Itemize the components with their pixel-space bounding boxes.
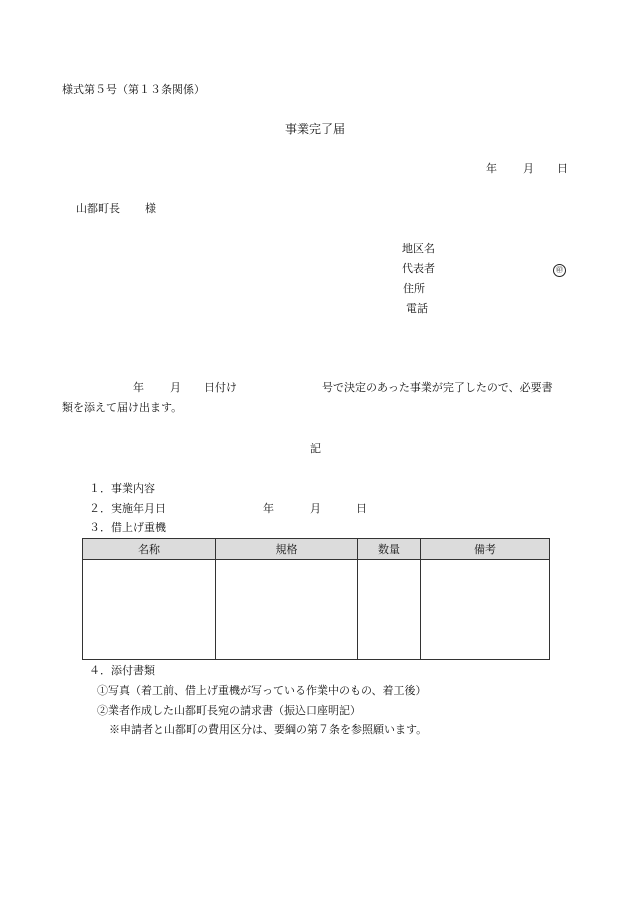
body-line1: 号で決定のあった事業が完了したので、必要書: [322, 381, 553, 394]
header-quantity: 数量: [358, 539, 421, 560]
cell-quantity[interactable]: [358, 560, 421, 660]
cell-name[interactable]: [83, 560, 216, 660]
body-year: 年: [133, 381, 144, 394]
cost-note: ※申請者と山都町の費用区分は、要綱の第７条を参照願います。: [109, 723, 428, 736]
header-name: 名称: [83, 539, 216, 560]
form-label: 様式第５号（第１３条関係）: [62, 83, 205, 96]
body-month: 月: [170, 381, 181, 394]
item-attachments: ４．添付書類: [89, 664, 155, 677]
body-date-suffix: 日付け: [204, 381, 237, 394]
district-label: 地区名: [402, 242, 435, 255]
cell-spec[interactable]: [216, 560, 358, 660]
date-day: 日: [557, 162, 568, 175]
ki-heading: 記: [310, 442, 321, 455]
cell-remarks[interactable]: [421, 560, 550, 660]
body-line2: 類を添えて届け出ます。: [62, 401, 183, 414]
item-content: １．事業内容: [89, 482, 155, 495]
item-period-year: 年: [263, 502, 274, 515]
table-row: [83, 560, 550, 660]
representative-label: 代表者: [402, 262, 435, 275]
phone-label: 電話: [406, 302, 428, 315]
addressee-honorific: 様: [145, 202, 156, 215]
date-month: 月: [523, 162, 534, 175]
equipment-table: [82, 538, 550, 660]
item-period-day: 日: [356, 502, 367, 515]
item-equipment: ３．借上げ重機: [89, 521, 166, 534]
addressee-name: 山都町長: [76, 202, 120, 215]
item-period-label: ２．実施年月日: [89, 502, 166, 515]
address-label: 住所: [403, 282, 425, 295]
item-period-month: 月: [310, 502, 321, 515]
attachment-1: ①写真（着工前、借上げ重機が写っている作業中のもの、着工後）: [97, 684, 427, 697]
header-spec: 規格: [216, 539, 358, 560]
document-title: 事業完了届: [285, 122, 346, 136]
header-remarks: 備考: [421, 539, 550, 560]
attachment-2: ②業者作成した山都町長宛の請求書（振込口座明記）: [97, 704, 361, 717]
seal-mark: [553, 262, 566, 277]
table-header-row: [83, 539, 550, 560]
seal-icon: ㊞: [553, 264, 566, 277]
date-year: 年: [486, 162, 497, 175]
